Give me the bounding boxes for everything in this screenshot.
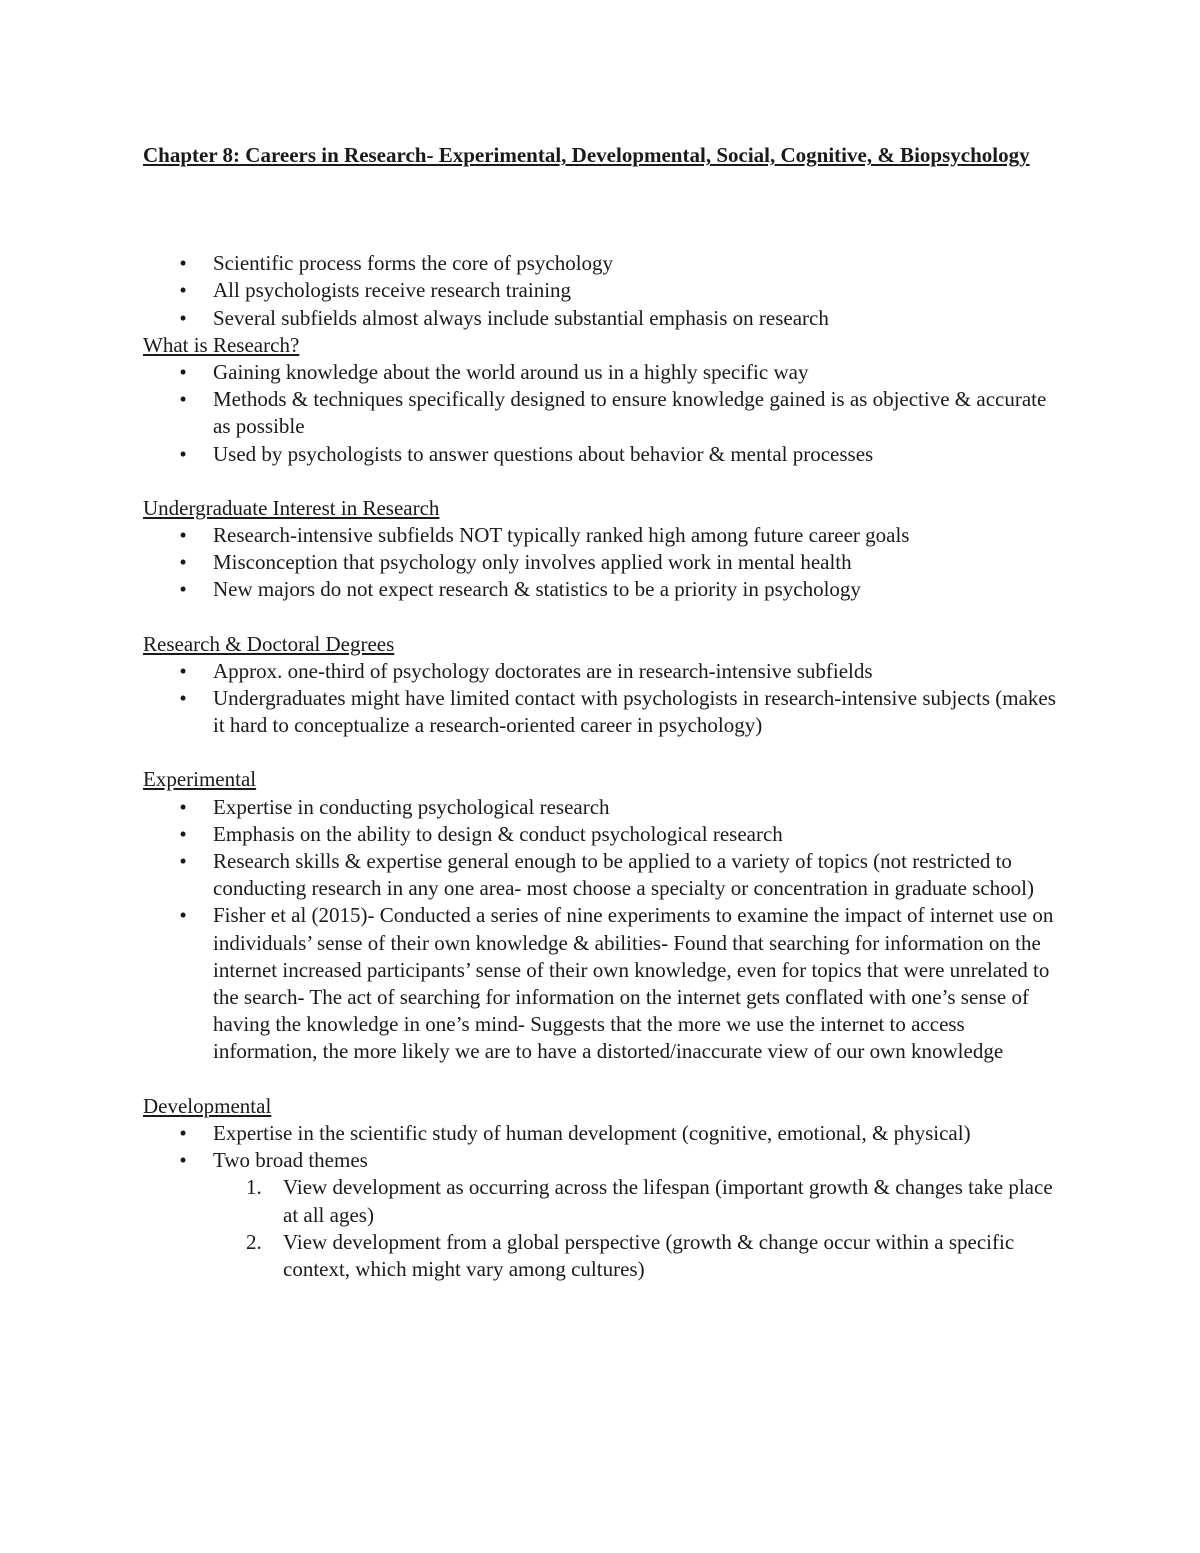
bullet-text: Approx. one-third of psychology doctorates are in research-intensive subfields — [213, 658, 873, 683]
bullet-text: Research-intensive subfields NOT typically ranked high among future career goals — [213, 523, 910, 548]
bullet-icon: • — [179, 849, 187, 874]
bullet-text: Two broad themes — [213, 1148, 368, 1173]
numbered-item-text: View development from a global perspective (growth & change occur within a specific context, which might vary among cultures) — [283, 1229, 1015, 1281]
list-item — [143, 522, 1063, 549]
bullet-list — [143, 522, 1063, 604]
bullet-text: Fisher et al (2015)- Conducted a series of nine experiments to examine the impact of internet use on individuals’ sense of their own knowledge & abilities- Found that searching for information on the internet increased participants’ sense of their own knowledge, even for topics that were unrelated to the search- The act of searching for information on the internet gets conflated with one’s sense of having the knowledge in one’s mind- Suggests that the more we use the internet to access information, the more likely we are to have a distorted/inaccurate view of our own knowledge — [213, 903, 1054, 1064]
bullet-icon: • — [179, 1148, 187, 1173]
item-number: 2. — [246, 1229, 262, 1254]
bullet-icon: • — [179, 523, 187, 548]
list-item — [143, 549, 1063, 576]
bullet-icon: • — [179, 658, 187, 683]
bullet-text: Scientific process forms the core of psychology — [213, 251, 614, 276]
bullet-text: New majors do not expect research & statistics to be a priority in psychology — [213, 577, 861, 602]
list-item — [143, 902, 1063, 1065]
bullet-icon: • — [179, 794, 187, 819]
list-item — [143, 359, 1063, 386]
list-item — [143, 1147, 1063, 1283]
section-heading: Research & Doctoral Degrees — [143, 631, 395, 656]
list-item — [143, 441, 1063, 468]
list-item — [143, 305, 1063, 332]
document-page — [143, 142, 1063, 1310]
section-what-is-research — [143, 332, 1063, 468]
intro-bullet-list — [143, 250, 1063, 332]
bullet-text: Several subfields almost always include substantial emphasis on research — [213, 305, 829, 330]
numbered-item-text: View development as occurring across the lifespan (important growth & changes take place at all ages) — [283, 1175, 1053, 1227]
bullet-list — [143, 1120, 1063, 1283]
list-item — [143, 794, 1063, 821]
bullet-text: Undergraduates might have limited contact with psychologists in research-intensive subjects (makes it hard to conceptualize a research-oriented career in psychology) — [213, 686, 1056, 738]
bullet-text: Research skills & expertise general enough to be applied to a variety of topics (not restricted to conducting research in any one area- most choose a specialty or concentration in graduate school) — [213, 849, 1035, 901]
bullet-text: Gaining knowledge about the world around us in a highly specific way — [213, 360, 809, 385]
bullet-icon: • — [179, 278, 187, 303]
bullet-text: All psychologists receive research training — [213, 278, 572, 303]
list-item — [143, 1120, 1063, 1147]
bullet-text: Misconception that psychology only involves applied work in mental health — [213, 550, 852, 575]
bullet-icon: • — [179, 387, 187, 412]
bullet-text: Used by psychologists to answer questions about behavior & mental processes — [213, 441, 874, 466]
bullet-icon: • — [179, 305, 187, 330]
list-item — [143, 821, 1063, 848]
numbered-item — [213, 1229, 1063, 1283]
section-heading: Experimental — [143, 767, 257, 792]
list-item — [143, 250, 1063, 277]
bullet-text: Methods & techniques specifically designed to ensure knowledge gained is as objective & accurate as possible — [213, 387, 1047, 439]
section-heading: What is Research? — [143, 332, 300, 357]
bullet-icon: • — [179, 903, 187, 928]
bullet-icon: • — [179, 821, 187, 846]
bullet-list — [143, 359, 1063, 468]
numbered-item — [213, 1174, 1063, 1228]
section-developmental — [143, 1093, 1063, 1283]
bullet-icon: • — [179, 1120, 187, 1145]
bullet-text: Expertise in conducting psychological research — [213, 794, 610, 819]
bullet-list — [143, 794, 1063, 1066]
list-item — [143, 277, 1063, 304]
bullet-icon: • — [179, 686, 187, 711]
list-item — [143, 386, 1063, 440]
document-title: Chapter 8: Careers in Research- Experimental, Developmental, Social, Cognitive, & Biopsychology — [143, 143, 1030, 167]
section-experimental — [143, 766, 1063, 1065]
list-item — [143, 848, 1063, 902]
section-research-doctoral-degrees — [143, 631, 1063, 740]
list-item — [143, 658, 1063, 685]
section-heading: Undergraduate Interest in Research — [143, 495, 440, 520]
bullet-list — [143, 658, 1063, 740]
bullet-text: Emphasis on the ability to design & conduct psychological research — [213, 821, 783, 846]
bullet-icon: • — [179, 577, 187, 602]
list-item — [143, 576, 1063, 603]
bullet-icon: • — [179, 441, 187, 466]
section-heading: Developmental — [143, 1093, 272, 1118]
section-undergraduate-interest — [143, 495, 1063, 604]
item-number: 1. — [246, 1175, 262, 1200]
bullet-icon: • — [179, 251, 187, 276]
list-item — [143, 685, 1063, 739]
bullet-icon: • — [179, 360, 187, 385]
bullet-icon: • — [179, 550, 187, 575]
numbered-sublist — [213, 1174, 1063, 1283]
bullet-text: Expertise in the scientific study of human development (cognitive, emotional, & physical) — [213, 1120, 971, 1145]
